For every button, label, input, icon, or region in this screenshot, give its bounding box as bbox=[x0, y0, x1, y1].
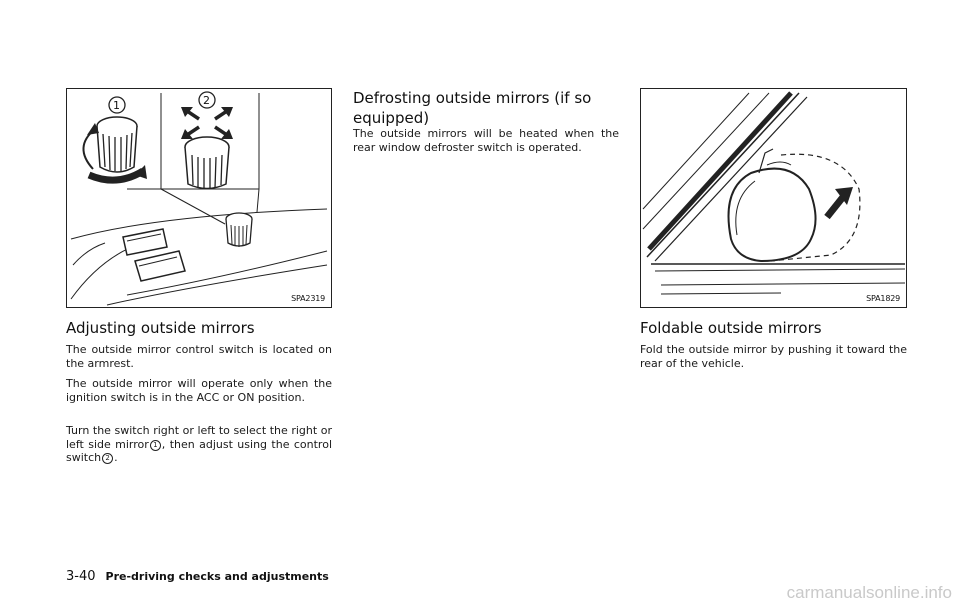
heading-foldable-mirrors: Foldable outside mirrors bbox=[640, 319, 822, 337]
callout-2: 2 bbox=[203, 94, 210, 107]
figure-code: SPA2319 bbox=[291, 294, 325, 303]
ref-2-icon: 2 bbox=[102, 453, 113, 464]
para-ignition-condition: The outside mirror will operate only when the ignition switch is in the ACC or ON position. bbox=[66, 377, 332, 404]
heading-defrosting-mirrors: Defrosting outside mirrors (if so equipped) bbox=[353, 89, 592, 127]
mirror-switch-illustration bbox=[66, 88, 332, 308]
page-footer bbox=[66, 569, 329, 584]
mirror-switch-drawing bbox=[67, 89, 331, 307]
para-turn-switch-b: , then adjust using the control switch bbox=[66, 437, 332, 464]
ref-1-icon: 1 bbox=[150, 440, 161, 451]
para-defroster: The outside mirrors will be heated when the rear window defroster switch is operated. bbox=[353, 127, 619, 154]
para-fold-mirror: Fold the outside mirror by pushing it toward the rear of the vehicle. bbox=[640, 343, 907, 370]
heading-adjusting-mirrors: Adjusting outside mirrors bbox=[66, 319, 255, 337]
callout-1: 1 bbox=[113, 99, 120, 112]
page-number: 3-40 bbox=[66, 569, 96, 584]
para-turn-switch bbox=[66, 424, 332, 465]
para-switch-location: The outside mirror control switch is located on the armrest. bbox=[66, 343, 332, 370]
para-turn-switch-a: Turn the switch right or left to select the right or left side mirror bbox=[66, 424, 332, 451]
watermark: carmanualsonline.info bbox=[786, 583, 952, 602]
section-name: Pre-driving checks and adjustments bbox=[105, 570, 329, 583]
figure-code: SPA1829 bbox=[866, 294, 900, 303]
folding-mirror-drawing bbox=[641, 89, 906, 307]
folding-mirror-illustration bbox=[640, 88, 907, 308]
para-turn-switch-c: . bbox=[114, 451, 118, 464]
